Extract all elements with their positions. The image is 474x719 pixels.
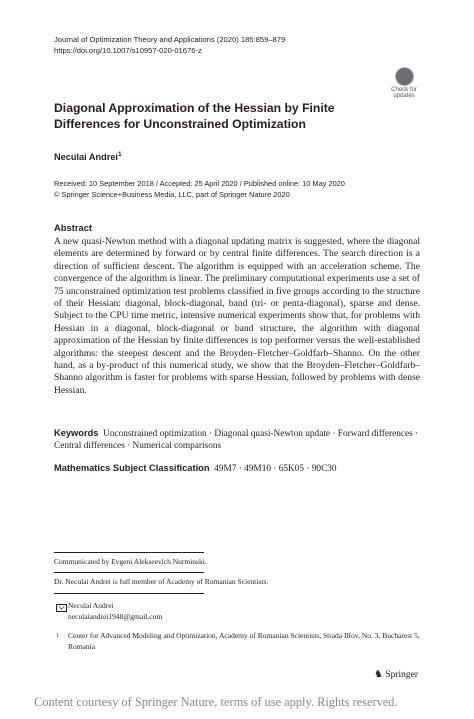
journal-citation: Journal of Optimization Theory and Applications (2020) 185:859–879	[54, 35, 286, 44]
courtesy-notice: Content courtesy of Springer Nature, terms of use apply. Rights reserved.	[34, 695, 398, 709]
dates-line: Received: 10 September 2018 / Accepted: 25 April 2020 / Published online: 10 May 2020	[54, 179, 345, 188]
abstract-text: A new quasi-Newton method with a diagonal updating matrix is suggested, where the diagonal elements are determined by forward or by central finite differences. The search direction is a direction of sufficient descent. The algorithm is equipped with an acceleration scheme. The convergence of the algorithm is linear. The preliminary computational experiments use a set of 75 unconstrained optimization test problems classified in five groups according to the structure of their Hessian: diagonal, block-diagonal, band (tri- or penta-diagonal), sparse and dense. Subject to the CPU time metric, intensive numerical experiments show that, for problems with Hessian in a diagonal, block-diagonal or band structure, the algorithm with diagonal approximation of the Hessian by finite differences is top performer versus the well-established algorithms: the steepest descent and the Broyden–Fletcher–Goldfarb–Shanno. On the other hand, as a by-product of this numerical study, we show that the Broyden–Fletcher–Goldfarb–Shanno algorithm is faster for problems with sparse Hessian, followed by problems with dense Hessian.	[54, 236, 420, 396]
author-affiliation-marker: 1	[118, 151, 122, 158]
bookmark-icon	[395, 67, 414, 86]
keywords	[54, 427, 424, 453]
communicated-note: Communicated by Evgeni Alekseevich Nurminski.	[54, 557, 207, 566]
footnote-divider-2	[54, 572, 204, 573]
check-updates-label: Check for updates	[391, 87, 417, 100]
copyright-line: © Springer Science+Business Media, LLC, part of Springer Nature 2020	[54, 189, 290, 199]
contact-name: Neculai Andrei	[68, 601, 114, 610]
keywords-label: Keywords	[54, 428, 99, 438]
journal-header	[54, 35, 285, 56]
msc-classification	[54, 463, 337, 474]
footnote-divider	[54, 552, 204, 553]
keywords-text: Unconstrained optimization · Diagonal quasi-Newton update · Forward differences · Central differences · Numerical comparisons	[54, 429, 419, 452]
author-name	[54, 151, 122, 162]
footnote-divider-3	[54, 593, 204, 594]
abstract-heading: Abstract	[54, 222, 93, 233]
article-title: Diagonal Approximation of the Hessian by Finite Differences for Unconstrained Optimization	[54, 101, 335, 132]
contact-email[interactable]: neculaiandrei1948@gmail.com	[68, 611, 163, 621]
contact-block	[68, 601, 162, 622]
author-name-text: Neculai Andrei	[54, 152, 118, 163]
springer-logo	[374, 669, 418, 680]
doi-link[interactable]: https://doi.org/10.1007/s10957-020-01676-z	[54, 45, 202, 55]
msc-codes: 49M7 · 49M10 · 65K05 · 90C30	[214, 464, 337, 474]
msc-label: Mathematics Subject Classification	[54, 463, 210, 473]
envelope-icon	[56, 604, 67, 612]
publisher-name: Springer	[385, 670, 419, 680]
check-for-updates-badge[interactable]	[386, 66, 422, 106]
publication-dates	[54, 179, 345, 200]
affiliation-text: Center for Advanced Modeling and Optimization, Academy of Romanian Scientists, Strada Ilfov, No. 3, Bucharest 5, Romania	[68, 631, 420, 651]
affiliation-number: 1	[56, 633, 59, 639]
membership-note: Dr. Neculai Andrei is full member of Academy of Romanian Scientists.	[54, 577, 269, 586]
springer-horse-icon: ♞	[374, 669, 383, 680]
